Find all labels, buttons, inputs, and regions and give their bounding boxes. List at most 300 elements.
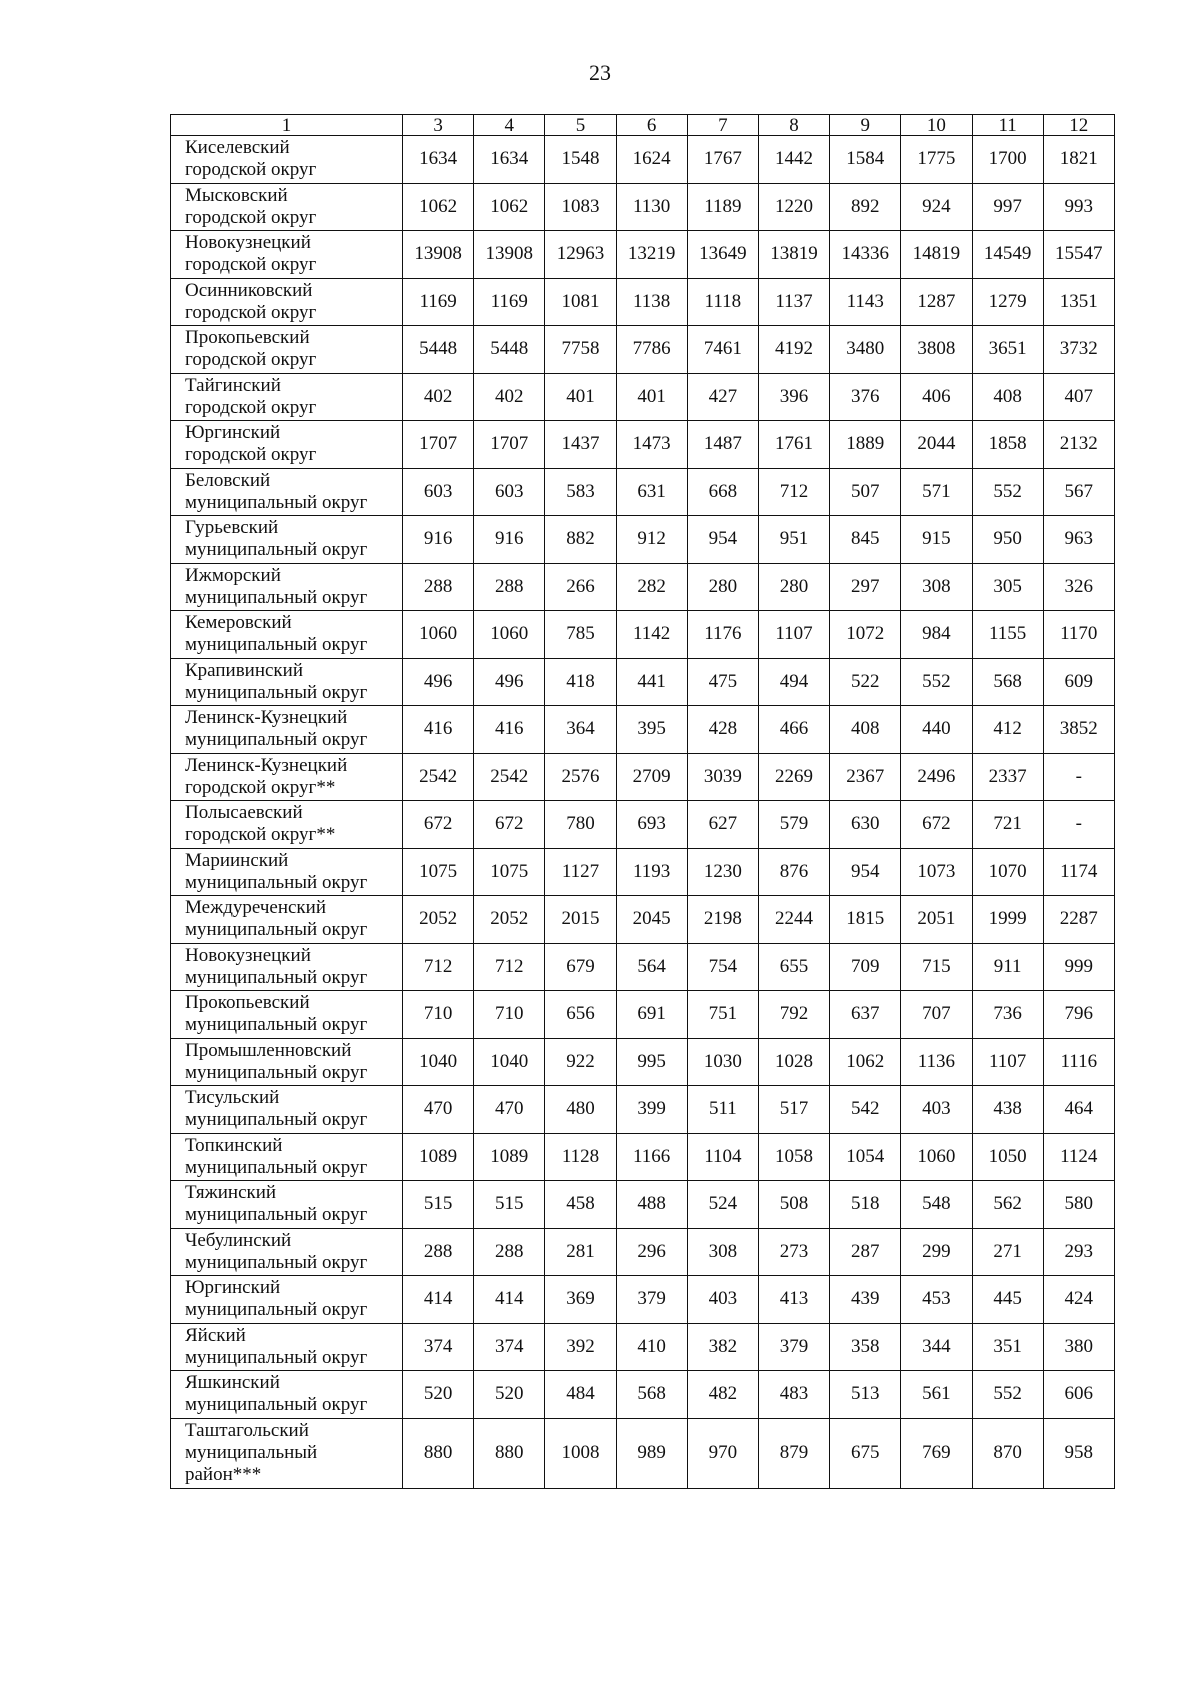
row-label [171,1371,403,1419]
table-row [171,136,1115,184]
table-cell: 951 [758,516,829,564]
table-cell: 441 [616,658,687,706]
table-cell: 288 [474,563,545,611]
table-cell: 14549 [972,231,1043,279]
table-cell: 3651 [972,326,1043,374]
table-header-row [171,115,1115,136]
row-label-line: район*** [185,1464,262,1485]
table-row [171,1086,1115,1134]
table-cell: 1083 [545,183,616,231]
table-cell: 4192 [758,326,829,374]
table-cell: 427 [687,373,758,421]
table-cell: 305 [972,563,1043,611]
table-cell: 3039 [687,753,758,801]
table-cell: 475 [687,658,758,706]
table-cell: 1040 [403,1038,474,1086]
table-cell: 1104 [687,1133,758,1181]
table-cell: 754 [687,943,758,991]
table-cell: 1889 [830,421,901,469]
table-cell: 1062 [403,183,474,231]
row-label-line: муниципальный округ [185,966,368,988]
table-cell: 1073 [901,848,972,896]
table-row [171,706,1115,754]
table-row [171,658,1115,706]
table-cell: 712 [758,468,829,516]
row-label [171,373,403,421]
table-cell: 880 [403,1418,474,1488]
row-label-line: Новокузнецкий [185,944,311,966]
row-label [171,1276,403,1324]
table-cell: 715 [901,943,972,991]
table-cell: 1040 [474,1038,545,1086]
table-row [171,563,1115,611]
table-row [171,943,1115,991]
row-label-line: городской округ [185,159,317,181]
row-label-line: Таштагольский [185,1420,309,1441]
table-cell: 984 [901,611,972,659]
row-label-line: городской округ [185,396,317,418]
column-header: 11 [972,115,1043,136]
row-label [171,1323,403,1371]
table-cell: 403 [901,1086,972,1134]
table-cell: 2052 [474,896,545,944]
table-cell: 358 [830,1323,901,1371]
table-cell: 1124 [1043,1133,1114,1181]
table-cell: 922 [545,1038,616,1086]
table-cell: 679 [545,943,616,991]
table-cell: 513 [830,1371,901,1419]
table-cell: 2045 [616,896,687,944]
table-cell: 552 [901,658,972,706]
row-label-line: городской округ** [185,824,336,846]
table-cell: 892 [830,183,901,231]
table-cell: 2132 [1043,421,1114,469]
column-header: 6 [616,115,687,136]
table-cell: 710 [403,991,474,1039]
column-header: 3 [403,115,474,136]
table-row [171,991,1115,1039]
table-cell: 369 [545,1276,616,1324]
row-label-line: Киселевский [185,137,290,159]
row-label-line: муниципальный округ [185,1394,368,1416]
table-cell: 379 [758,1323,829,1371]
table-cell: 374 [403,1323,474,1371]
table-cell: 7461 [687,326,758,374]
table-cell: 1058 [758,1133,829,1181]
table-cell: 1116 [1043,1038,1114,1086]
table-cell: 293 [1043,1228,1114,1276]
table-cell: 1634 [403,136,474,184]
row-label [171,231,403,279]
table-cell: 564 [616,943,687,991]
table-cell: 1548 [545,136,616,184]
table-row [171,231,1115,279]
table-cell: 5448 [403,326,474,374]
row-label-line: Тяжинский [185,1182,277,1204]
table-cell: 3808 [901,326,972,374]
table-cell: 2287 [1043,896,1114,944]
table-cell: 273 [758,1228,829,1276]
row-label-line: городской округ [185,254,317,276]
table-cell: 412 [972,706,1043,754]
table-cell: 1089 [403,1133,474,1181]
row-label-line: Ленинск-Кузнецкий [185,754,348,776]
table-cell: 484 [545,1371,616,1419]
row-label-line: муниципальный округ [185,1109,368,1131]
table-cell: 380 [1043,1323,1114,1371]
table-cell: 403 [687,1276,758,1324]
table-cell: 1437 [545,421,616,469]
row-label-line: Прокопьевский [185,327,310,349]
table-cell: 470 [474,1086,545,1134]
row-label [171,1181,403,1229]
row-label [171,991,403,1039]
row-label [171,326,403,374]
table-cell: 408 [972,373,1043,421]
table-cell: 1089 [474,1133,545,1181]
table-cell: 297 [830,563,901,611]
table-cell: 520 [474,1371,545,1419]
row-label [171,563,403,611]
table-row [171,848,1115,896]
table-cell: 712 [474,943,545,991]
table-cell: 721 [972,801,1043,849]
table-cell: 796 [1043,991,1114,1039]
table-cell: 970 [687,1418,758,1488]
table-cell: 2542 [474,753,545,801]
row-label-line: муниципальный округ [185,1061,368,1083]
row-label [171,421,403,469]
table-cell: 950 [972,516,1043,564]
table-cell: 466 [758,706,829,754]
table-row [171,1371,1115,1419]
row-label-line: Чебулинский [185,1229,292,1251]
table-cell: 548 [901,1181,972,1229]
table-row [171,373,1115,421]
row-label-line: муниципальный округ [185,491,368,513]
table-cell: 7758 [545,326,616,374]
table-cell: 1136 [901,1038,972,1086]
row-label [171,516,403,564]
row-label [171,753,403,801]
row-label [171,611,403,659]
row-label-line: муниципальный округ [185,919,368,941]
table-cell: 672 [901,801,972,849]
table-cell: 958 [1043,1418,1114,1488]
table-cell: 522 [830,658,901,706]
table-cell: 288 [403,1228,474,1276]
row-label [171,706,403,754]
table-cell: 511 [687,1086,758,1134]
table-cell: 515 [474,1181,545,1229]
row-label-line: муниципальный округ [185,729,368,751]
table-cell: 351 [972,1323,1043,1371]
table-cell: 483 [758,1371,829,1419]
row-label-line: Гурьевский [185,517,279,539]
table-cell: 1081 [545,278,616,326]
table-row [171,753,1115,801]
table-cell: 308 [687,1228,758,1276]
table-cell: 924 [901,183,972,231]
table-cell: 458 [545,1181,616,1229]
table-cell: 470 [403,1086,474,1134]
table-row [171,1228,1115,1276]
row-label-line: Ижморский [185,564,281,586]
table-row [171,1276,1115,1324]
column-header: 9 [830,115,901,136]
table-cell: 552 [972,468,1043,516]
table-cell: 579 [758,801,829,849]
table-cell: 668 [687,468,758,516]
table-row [171,896,1115,944]
table-cell: 1351 [1043,278,1114,326]
table-cell: 480 [545,1086,616,1134]
table-cell: 567 [1043,468,1114,516]
row-label [171,943,403,991]
table-cell: 876 [758,848,829,896]
table-cell: 769 [901,1418,972,1488]
table-cell: 1138 [616,278,687,326]
table-cell: 989 [616,1418,687,1488]
table-cell: 374 [474,1323,545,1371]
table-cell: 464 [1043,1086,1114,1134]
table-row [171,611,1115,659]
table-cell: 655 [758,943,829,991]
table-cell: 1169 [403,278,474,326]
table-cell: 879 [758,1418,829,1488]
table-cell: 399 [616,1086,687,1134]
table-cell: 517 [758,1086,829,1134]
table-cell: 488 [616,1181,687,1229]
table-cell: 413 [758,1276,829,1324]
table-cell: 507 [830,468,901,516]
column-header: 7 [687,115,758,136]
table-cell: 2367 [830,753,901,801]
row-label [171,1038,403,1086]
table-cell: 707 [901,991,972,1039]
row-label [171,801,403,849]
row-label-line: муниципальный [185,1442,318,1463]
table-cell: 2052 [403,896,474,944]
table-cell: 524 [687,1181,758,1229]
row-label-line: Полысаевский [185,802,303,824]
table-cell: 785 [545,611,616,659]
table-cell: 416 [474,706,545,754]
table-cell: 288 [474,1228,545,1276]
table-cell: 3852 [1043,706,1114,754]
table-cell: 1858 [972,421,1043,469]
row-label [171,658,403,706]
table-cell: 583 [545,468,616,516]
table-row [171,1323,1115,1371]
table-cell: 402 [474,373,545,421]
table-cell: 282 [616,563,687,611]
table-cell: 1107 [972,1038,1043,1086]
table-cell: 1176 [687,611,758,659]
table-cell: 520 [403,1371,474,1419]
table-cell: 1189 [687,183,758,231]
table-cell: 1220 [758,183,829,231]
table-cell: 1707 [474,421,545,469]
table-cell: 637 [830,991,901,1039]
row-label-line: муниципальный округ [185,1299,368,1321]
table-cell: 2337 [972,753,1043,801]
table-cell: 3480 [830,326,901,374]
table-cell: 963 [1043,516,1114,564]
table-cell: 376 [830,373,901,421]
row-label-line: муниципальный округ [185,871,368,893]
table-row [171,801,1115,849]
row-label [171,278,403,326]
row-label-line: городской округ [185,206,317,228]
table-cell: 1767 [687,136,758,184]
table-cell: 439 [830,1276,901,1324]
table-cell: 1070 [972,848,1043,896]
table-row [171,516,1115,564]
table-cell: 954 [830,848,901,896]
table-row [171,421,1115,469]
table-cell: 410 [616,1323,687,1371]
table-cell: 15547 [1043,231,1114,279]
table-cell: 344 [901,1323,972,1371]
row-label-line: Междуреченский [185,897,326,919]
column-header: 8 [758,115,829,136]
table-cell: 1155 [972,611,1043,659]
table-cell: 1050 [972,1133,1043,1181]
table-cell: 1118 [687,278,758,326]
table-cell: 13908 [474,231,545,279]
table-cell: 445 [972,1276,1043,1324]
table-cell: 1060 [474,611,545,659]
table-cell: 736 [972,991,1043,1039]
table-cell: 1584 [830,136,901,184]
table-cell: 1700 [972,136,1043,184]
table-cell: 424 [1043,1276,1114,1324]
table-cell: 7786 [616,326,687,374]
table-cell: 482 [687,1371,758,1419]
table-cell: 395 [616,706,687,754]
table-cell: 2496 [901,753,972,801]
row-label [171,1228,403,1276]
table-cell: 571 [901,468,972,516]
table-cell: 870 [972,1418,1043,1488]
table-row [171,183,1115,231]
data-table [170,114,1115,1489]
table-cell: 603 [474,468,545,516]
column-header: 12 [1043,115,1114,136]
table-cell: 1062 [474,183,545,231]
table-cell: 630 [830,801,901,849]
table-cell: 453 [901,1276,972,1324]
row-label-line: Топкинский [185,1134,283,1156]
row-label-line: Тайгинский [185,374,281,396]
table-row [171,326,1115,374]
table-cell: 280 [687,563,758,611]
table-cell: 280 [758,563,829,611]
row-label [171,1133,403,1181]
table-cell: 494 [758,658,829,706]
table-cell: 1142 [616,611,687,659]
table-cell: 382 [687,1323,758,1371]
row-label-line: городской округ [185,444,317,466]
table-cell: 1815 [830,896,901,944]
table-cell: 418 [545,658,616,706]
table-cell: 299 [901,1228,972,1276]
column-header: 4 [474,115,545,136]
row-label-line: городской округ [185,301,317,323]
table-cell: 13649 [687,231,758,279]
table-cell: 911 [972,943,1043,991]
row-label-line: муниципальный округ [185,1251,368,1273]
table-cell: 1473 [616,421,687,469]
row-label-line: Мариинский [185,849,289,871]
table-cell: 428 [687,706,758,754]
table-cell: 995 [616,1038,687,1086]
row-label-line: Юргинский [185,1277,281,1299]
table-cell: 496 [403,658,474,706]
table-cell: 406 [901,373,972,421]
table-cell: 845 [830,516,901,564]
table-cell: 1054 [830,1133,901,1181]
page-number: 23 [589,60,611,85]
table-cell: 287 [830,1228,901,1276]
table-cell: 14336 [830,231,901,279]
table-cell: 627 [687,801,758,849]
table-cell: 580 [1043,1181,1114,1229]
row-label-line: городской округ** [185,776,336,798]
table-cell: 1060 [403,611,474,659]
table-cell: 1107 [758,611,829,659]
table-cell: 542 [830,1086,901,1134]
table-cell: 780 [545,801,616,849]
table-cell: 2051 [901,896,972,944]
row-label-line: Новокузнецкий [185,232,311,254]
table-cell: 552 [972,1371,1043,1419]
table-cell: 518 [830,1181,901,1229]
row-label-line: муниципальный округ [185,539,368,561]
column-header: 5 [545,115,616,136]
table-cell: 1170 [1043,611,1114,659]
column-header: 10 [901,115,972,136]
table-cell: 379 [616,1276,687,1324]
table-cell: 2709 [616,753,687,801]
table-cell: 609 [1043,658,1114,706]
table-cell: 1008 [545,1418,616,1488]
table-cell: 1166 [616,1133,687,1181]
table-cell: 396 [758,373,829,421]
table-cell: 408 [830,706,901,754]
table-cell: 709 [830,943,901,991]
table-cell: 561 [901,1371,972,1419]
table-cell: - [1043,753,1114,801]
row-label [171,1086,403,1134]
table-cell: 916 [474,516,545,564]
table-cell: 364 [545,706,616,754]
table-cell: 1143 [830,278,901,326]
row-label [171,136,403,184]
row-label [171,896,403,944]
table-cell: 1287 [901,278,972,326]
table-cell: 882 [545,516,616,564]
table-cell: 603 [403,468,474,516]
table-cell: 2044 [901,421,972,469]
table-cell: 401 [545,373,616,421]
table-row [171,1133,1115,1181]
table-cell: 1999 [972,896,1043,944]
table-cell: 2542 [403,753,474,801]
table-cell: 606 [1043,1371,1114,1419]
row-label-line: Промышленновский [185,1039,352,1061]
